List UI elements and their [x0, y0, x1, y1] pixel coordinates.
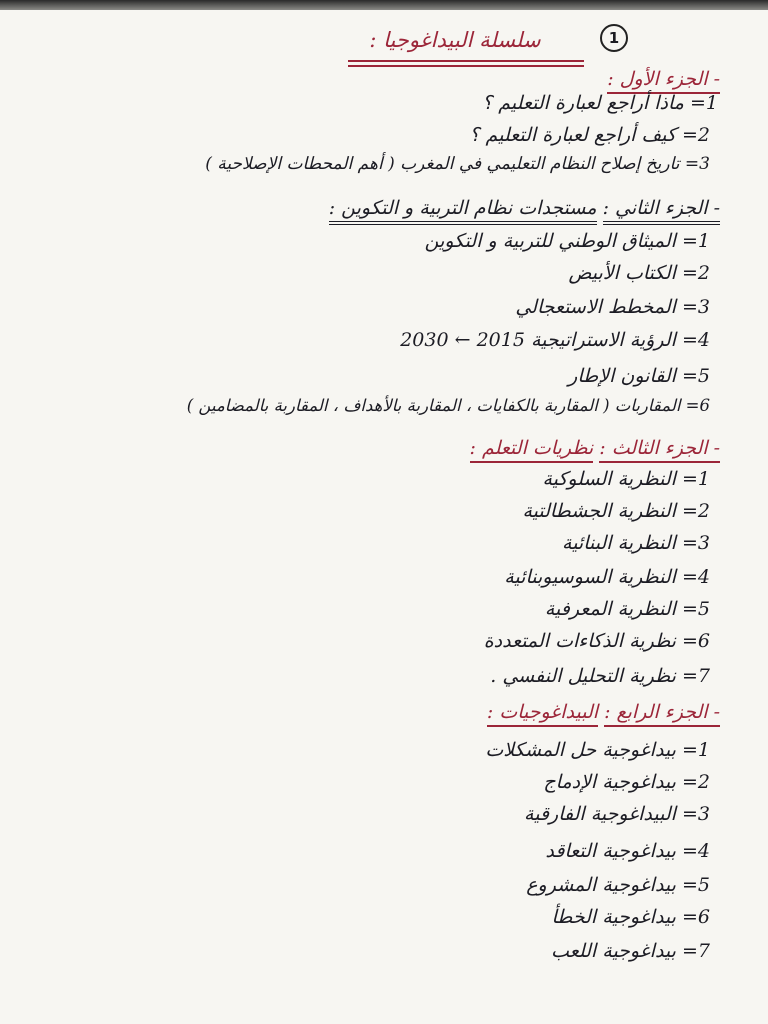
- section-2-item-5: 5= القانون الإطار: [568, 365, 710, 387]
- section-1-item-2: 2= كيف أراجع لعبارة التعليم ؟: [469, 124, 710, 146]
- section-2-topic: مستجدات نظام التربية و التكوين :: [329, 197, 597, 225]
- section-3-topic: نظريات التعلم :: [470, 437, 594, 463]
- section-4-item-2: 2= بيداغوجية الإدماج: [543, 771, 710, 793]
- section-3-heading: - الجزء الثالث : نظريات التعلم :: [470, 437, 721, 459]
- section-2-item-1: 1= الميثاق الوطني للتربية و التكوين: [424, 230, 710, 252]
- section-4-item-7: 7= بيداغوجية اللعب: [551, 940, 710, 962]
- section-4-item-1: 1= بيداغوجية حل المشكلات: [485, 739, 710, 761]
- section-3-item-3: 3= النظرية البنائية: [562, 532, 710, 554]
- section-4-item-6: 6= بيداغوجية الخطأ: [551, 906, 710, 928]
- section-3-item-7: 7= نظرية التحليل النفسي .: [490, 665, 710, 687]
- section-3-item-5: 5= النظرية المعرفية: [544, 598, 710, 620]
- section-4-topic: البيداغوجيات :: [487, 701, 598, 727]
- section-1-item-3: 3= تاريخ إصلاح النظام التعليمي في المغرب ( أهم المحطات الإصلاحية ): [205, 154, 710, 174]
- page-number: 1: [600, 24, 628, 52]
- section-3-item-1: 1= النظرية السلوكية: [542, 468, 710, 490]
- section-4-item-5: 5= بيداغوجية المشروع: [526, 874, 710, 896]
- section-2-item-2: 2= الكتاب الأبيض: [568, 262, 710, 284]
- section-2-heading: - الجزء الثاني : مستجدات نظام التربية و التكوين :: [329, 197, 720, 219]
- section-1-item-1: 1= ماذا أراجع لعبارة التعليم ؟: [482, 92, 718, 114]
- section-2-item-3: 3= المخطط الاستعجالي: [515, 296, 710, 318]
- title-underline-1: [348, 60, 584, 62]
- section-1-heading: - الجزء الأول :: [607, 68, 720, 90]
- section-3-item-4: 4= النظرية السوسيوبنائية: [504, 566, 710, 588]
- section-3-item-6: 6= نظرية الذكاءات المتعددة: [483, 630, 710, 652]
- section-3-item-2: 2= النظرية الجشطالتية: [522, 500, 710, 522]
- section-4-item-3: 3= البيداغوجية الفارقية: [524, 803, 710, 825]
- section-4-item-4: 4= بيداغوجية التعاقد: [545, 840, 710, 862]
- title-underline-2: [348, 65, 584, 67]
- page-title: سلسلة البيداغوجيا :: [369, 28, 541, 52]
- section-2-item-4: 4= الرؤية الاستراتيجية 2015 ← 2030: [400, 329, 710, 351]
- section-2-item-6: 6= المقاربات ( المقاربة بالكفايات ، المقاربة بالأهداف ، المقاربة بالمضامين ): [186, 396, 710, 415]
- section-4-heading: - الجزء الرابع : البيداغوجيات :: [487, 701, 720, 723]
